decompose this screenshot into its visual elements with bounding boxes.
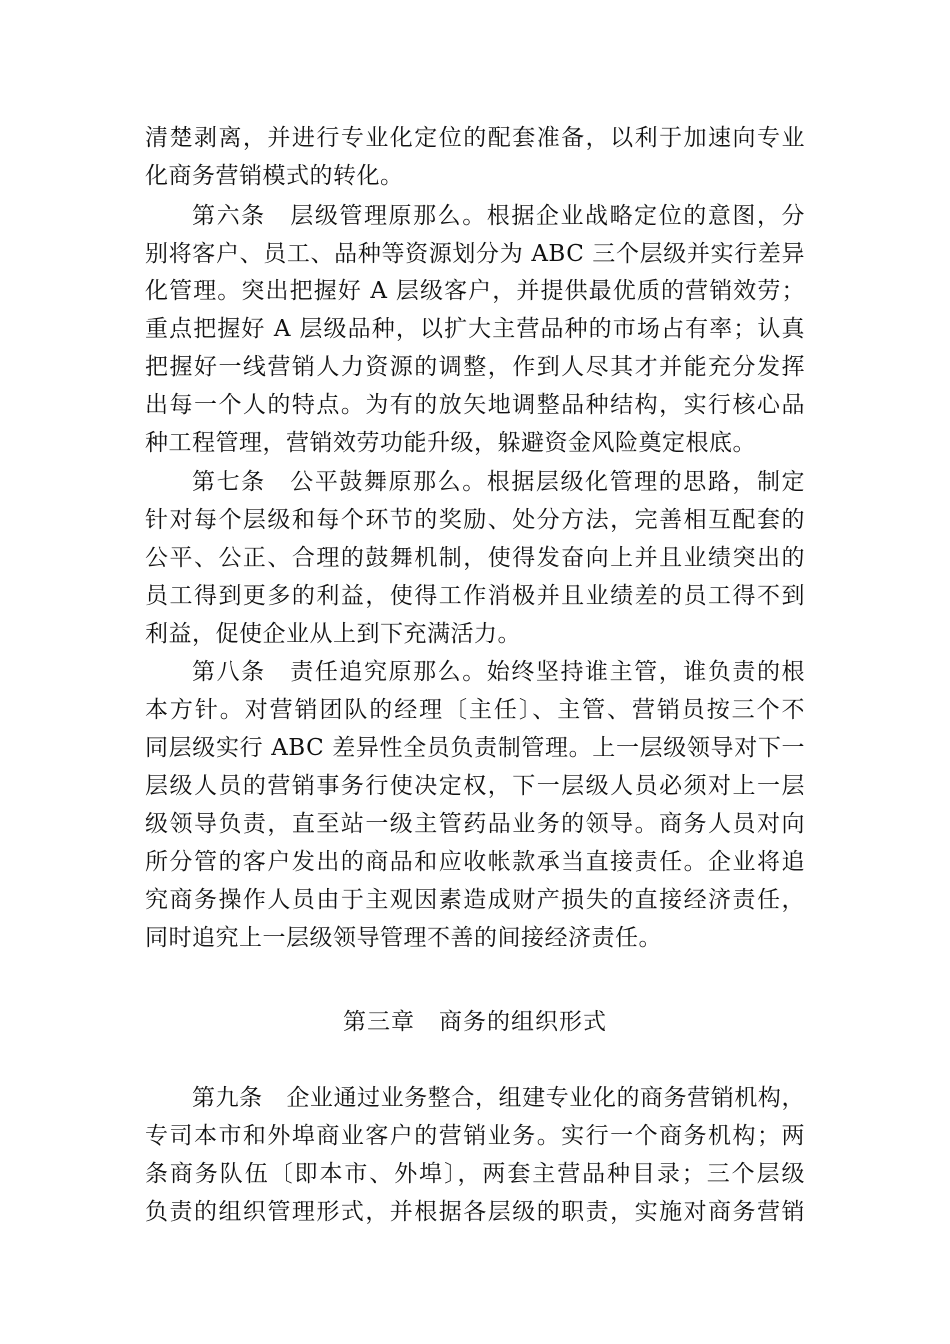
text-line: 同层级实行 ABC 差异性全员负责制管理。上一层级领导对下一 <box>145 735 805 761</box>
text-line: 同时追究上一层级领导管理不善的间接经济责任。 <box>145 925 662 951</box>
text-line: 清楚剥离，并进行专业化定位的配套准备，以利于加速向专业 <box>145 125 805 151</box>
text-line: 化商务营销模式的转化。 <box>145 163 404 189</box>
text-line: 员工得到更多的利益，使得工作消极并且业绩差的员工得不到 <box>145 583 805 609</box>
text-line: 别将客户、员工、品种等资源划分为 ABC 三个层级并实行差异 <box>145 241 805 267</box>
text-line: 层级人员的营销事务行使决定权，下一层级人员必须对上一层 <box>145 773 805 799</box>
article-6-first-line: 第六条 层级管理原那么。根据企业战略定位的意图，分 <box>192 203 805 229</box>
text-line: 条商务队伍〔即本市、外埠〕，两套主营品种目录；三个层级 <box>145 1161 805 1187</box>
text-line: 化管理。突出把握好 A 层级客户，并提供最优质的营销效劳； <box>145 278 805 304</box>
text-line: 重点把握好 A 层级品种，以扩大主营品种的市场占有率；认真 <box>145 316 805 342</box>
text-line: 本方针。对营销团队的经理〔主任〕、主管、营销员按三个不 <box>145 697 805 723</box>
text-line: 所分管的客户发出的商品和应收帐款承当直接责任。企业将追 <box>145 849 805 875</box>
text-line: 公平、公正、合理的鼓舞机制，使得发奋向上并且业绩突出的 <box>145 545 805 571</box>
article-7-first-line: 第七条 公平鼓舞原那么。根据层级化管理的思路，制定 <box>192 469 805 495</box>
text-line: 出每一个人的特点。为有的放矢地调整品种结构，实行核心品 <box>145 392 805 418</box>
text-line: 针对每个层级和每个环节的奖励、处分方法，完善相互配套的 <box>145 507 805 533</box>
article-8-first-line: 第八条 责任追究原那么。始终坚持谁主管，谁负责的根 <box>192 659 805 685</box>
text-line: 专司本市和外埠商业客户的营销业务。实行一个商务机构；两 <box>145 1123 805 1149</box>
text-line: 究商务操作人员由于主观因素造成财产损失的直接经济责任， <box>145 887 805 913</box>
article-9-first-line: 第九条 企业通过业务整合，组建专业化的商务营销机构， <box>192 1085 805 1111</box>
text-line: 负责的组织管理形式，并根据各层级的职责，实施对商务营销 <box>145 1199 805 1225</box>
text-line: 利益，促使企业从上到下充满活力。 <box>145 621 521 647</box>
chapter-title: 第三章 商务的组织形式 <box>343 1009 607 1035</box>
text-line: 级领导负责，直至站一级主管药品业务的领导。商务人员对向 <box>145 811 805 837</box>
text-line: 种工程管理，营销效劳功能升级，躲避资金风险奠定根底。 <box>145 430 756 456</box>
text-line: 把握好一线营销人力资源的调整，作到人尽其才并能充分发挥 <box>145 354 805 380</box>
